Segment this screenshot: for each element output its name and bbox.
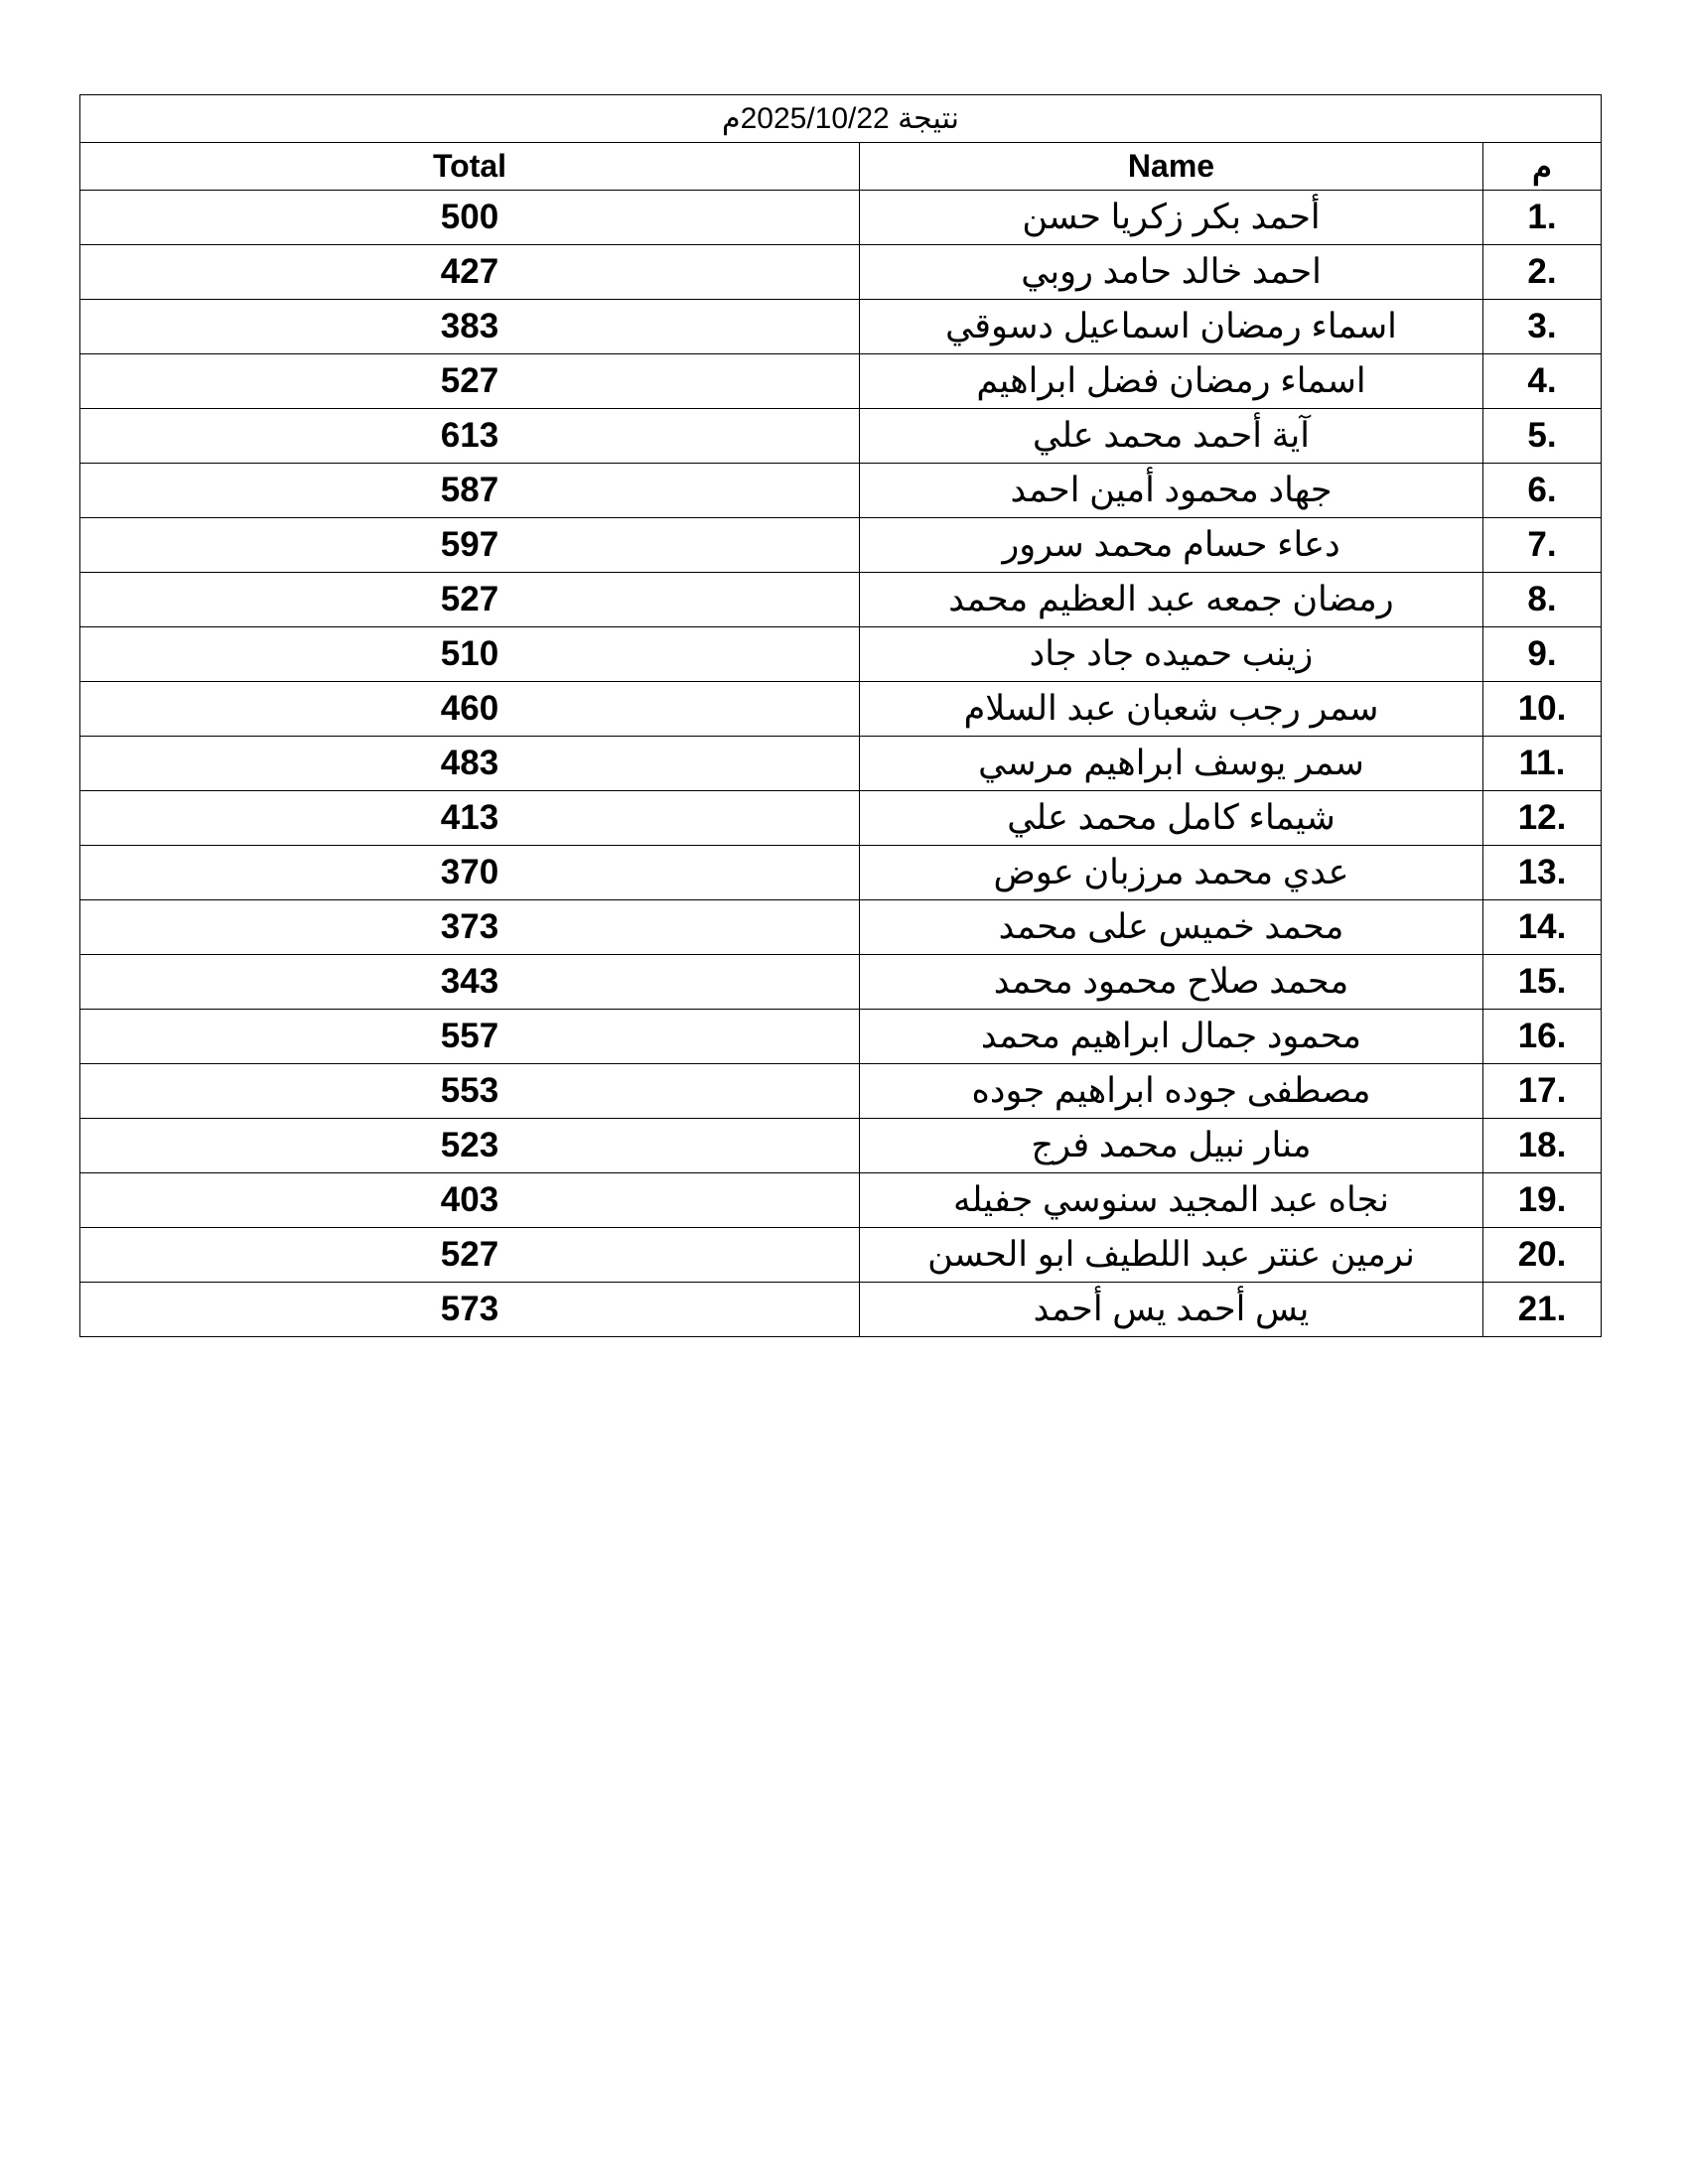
table-row: [80, 409, 1602, 464]
row-number-cell: 6.: [1483, 464, 1602, 518]
name-cell: محمد صلاح محمود محمد: [860, 955, 1483, 1010]
name-cell: محمد خميس على محمد: [860, 900, 1483, 955]
name-cell: شيماء كامل محمد علي: [860, 791, 1483, 846]
total-cell: 510: [80, 627, 860, 682]
table-row: [80, 245, 1602, 300]
table-row: [80, 1119, 1602, 1173]
table-row: [80, 627, 1602, 682]
total-cell: 370: [80, 846, 860, 900]
table-row: [80, 191, 1602, 245]
row-number-cell: 3.: [1483, 300, 1602, 354]
table-row: [80, 573, 1602, 627]
table-row: [80, 1228, 1602, 1283]
name-cell: جهاد محمود أمين احمد: [860, 464, 1483, 518]
row-number-cell: 10.: [1483, 682, 1602, 737]
table-row: [80, 300, 1602, 354]
total-cell: 557: [80, 1010, 860, 1064]
name-cell: نرمين عنتر عبد اللطيف ابو الحسن: [860, 1228, 1483, 1283]
total-cell: 343: [80, 955, 860, 1010]
name-cell: زينب حميده جاد جاد: [860, 627, 1483, 682]
row-number-cell: 17.: [1483, 1064, 1602, 1119]
total-cell: 573: [80, 1283, 860, 1337]
name-cell: عدي محمد مرزبان عوض: [860, 846, 1483, 900]
name-cell: يس أحمد يس أحمد: [860, 1283, 1483, 1337]
table-row: [80, 846, 1602, 900]
total-cell: 527: [80, 354, 860, 409]
row-number-cell: 9.: [1483, 627, 1602, 682]
row-number-cell: 8.: [1483, 573, 1602, 627]
total-cell: 553: [80, 1064, 860, 1119]
row-number-cell: 13.: [1483, 846, 1602, 900]
row-number-cell: 19.: [1483, 1173, 1602, 1228]
row-number-cell: 15.: [1483, 955, 1602, 1010]
name-cell: أحمد بكر زكريا حسن: [860, 191, 1483, 245]
total-cell: 500: [80, 191, 860, 245]
total-cell: 403: [80, 1173, 860, 1228]
row-number-cell: 2.: [1483, 245, 1602, 300]
row-number-cell: 14.: [1483, 900, 1602, 955]
total-cell: 527: [80, 573, 860, 627]
total-cell: 597: [80, 518, 860, 573]
title-row: [80, 95, 1602, 143]
name-cell: سمر رجب شعبان عبد السلام: [860, 682, 1483, 737]
total-cell: 413: [80, 791, 860, 846]
table-row: [80, 900, 1602, 955]
row-number-cell: 1.: [1483, 191, 1602, 245]
table-row: [80, 1173, 1602, 1228]
total-cell: 527: [80, 1228, 860, 1283]
row-number-cell: 12.: [1483, 791, 1602, 846]
table-row: [80, 955, 1602, 1010]
table-row: [80, 791, 1602, 846]
name-cell: رمضان جمعه عبد العظيم محمد: [860, 573, 1483, 627]
table-row: [80, 1010, 1602, 1064]
row-number-cell: 7.: [1483, 518, 1602, 573]
name-cell: منار نبيل محمد فرج: [860, 1119, 1483, 1173]
total-cell: 460: [80, 682, 860, 737]
header-row: [80, 143, 1602, 191]
row-number-cell: 21.: [1483, 1283, 1602, 1337]
table-row: [80, 518, 1602, 573]
row-number-cell: 5.: [1483, 409, 1602, 464]
name-cell: سمر يوسف ابراهيم مرسي: [860, 737, 1483, 791]
name-cell: نجاه عبد المجيد سنوسي جفيله: [860, 1173, 1483, 1228]
table-row: [80, 737, 1602, 791]
name-cell: دعاء حسام محمد سرور: [860, 518, 1483, 573]
name-cell: مصطفى جوده ابراهيم جوده: [860, 1064, 1483, 1119]
table-title: نتيجة 2025/10/22م: [80, 95, 1602, 143]
total-cell: 587: [80, 464, 860, 518]
row-number-cell: 18.: [1483, 1119, 1602, 1173]
column-header-total: Total: [80, 143, 860, 191]
column-header-number: م: [1483, 143, 1602, 191]
total-cell: 613: [80, 409, 860, 464]
row-number-cell: 20.: [1483, 1228, 1602, 1283]
table-row: [80, 354, 1602, 409]
total-cell: 523: [80, 1119, 860, 1173]
results-table: [79, 94, 1602, 1337]
total-cell: 383: [80, 300, 860, 354]
name-cell: آية أحمد محمد علي: [860, 409, 1483, 464]
row-number-cell: 4.: [1483, 354, 1602, 409]
table-row: [80, 1283, 1602, 1337]
name-cell: محمود جمال ابراهيم محمد: [860, 1010, 1483, 1064]
table-row: [80, 464, 1602, 518]
row-number-cell: 16.: [1483, 1010, 1602, 1064]
table-row: [80, 682, 1602, 737]
column-header-name: Name: [860, 143, 1483, 191]
total-cell: 427: [80, 245, 860, 300]
total-cell: 483: [80, 737, 860, 791]
table-row: [80, 1064, 1602, 1119]
table-body: [80, 191, 1602, 1337]
name-cell: اسماء رمضان اسماعيل دسوقي: [860, 300, 1483, 354]
name-cell: احمد خالد حامد روبي: [860, 245, 1483, 300]
row-number-cell: 11.: [1483, 737, 1602, 791]
name-cell: اسماء رمضان فضل ابراهيم: [860, 354, 1483, 409]
total-cell: 373: [80, 900, 860, 955]
